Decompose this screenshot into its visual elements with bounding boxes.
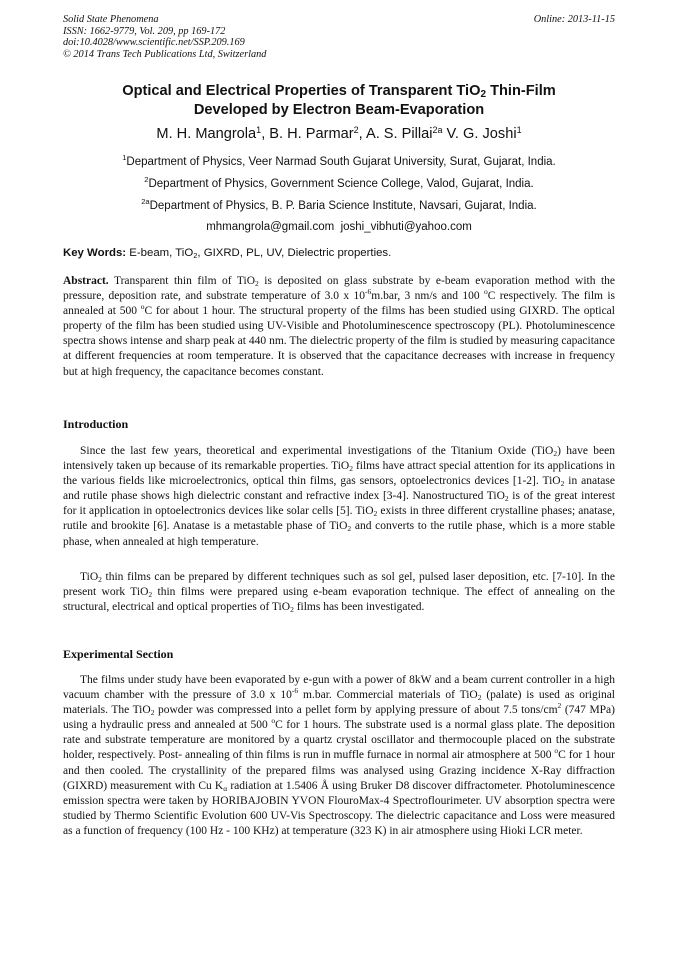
affiliation-2 [20, 175, 658, 190]
experimental-heading: Experimental Section [63, 647, 174, 661]
sub: 2 [477, 693, 482, 703]
intro-text: exists in three different crystalline phases; anatase, rutile and brookite [6]. Anatase is a metastable phase of TiO [63, 505, 616, 533]
intro-text: and converts to the rutile phase, which is a more stable phase, when annealed at high temperature. [63, 520, 615, 548]
sub: 2 [347, 524, 352, 534]
introduction-paragraph-1 [63, 444, 615, 550]
author: M. H. Mangrola [156, 126, 257, 142]
intro-text: thin films can be prepared by different techniques such as sol gel, pulsed laser deposition, etc. [7-10]. In the present work TiO [63, 571, 615, 599]
affil-text: Department of Physics, Veer Narmad South Gujarat University, Surat, Gujarat, India. [126, 156, 556, 168]
sup: 2 [557, 701, 562, 711]
sub: 2 [255, 279, 259, 288]
title-line-2: Developed by Electron Beam-Evaporation [193, 102, 485, 118]
title-part: Thin-Film [486, 83, 556, 99]
sub: 2 [560, 479, 565, 489]
abstract-text: Transparent thin film of TiO [108, 275, 256, 287]
affiliation-1 [20, 153, 658, 168]
sub: 2 [98, 575, 102, 584]
intro-text: TiO [80, 571, 99, 583]
keywords-label: Key Words: [63, 247, 127, 259]
sub: 2 [504, 494, 509, 504]
doi-line: doi:10.4028/www.scientific.net/SSP.209.169 [63, 37, 245, 49]
sup: o [140, 302, 145, 312]
abstract-text: C for about 1 hour. The structural property of the films has been studied using GIXRD. The optical property of the film has been studied using UV-Visible and Photoluminescence spectroscopy (PL). Photoluminescence spectra shows intense and sharp peak at 440 nm. The dielectric property of the film is studied by measuring capacitance at different frequencies at room temperature. It is observed that the capacitance decreases with increase in frequency but at high frequency, the capacitance becomes constant. [63, 305, 615, 378]
exp-text: powder was compressed into a pellet form by applying pressure of about 7.5 tons/cm [154, 704, 558, 717]
exp-text: m.bar. Commercial materials of TiO [298, 689, 478, 702]
issn-line: ISSN: 1662-9779, Vol. 209, pp 169-172 [63, 25, 226, 37]
sub: 2 [290, 605, 294, 615]
affil-sup: 1 [122, 153, 127, 162]
author-list [20, 126, 658, 142]
keywords-text: , GIXRD, PL, UV, Dielectric properties. [197, 247, 392, 259]
author-sup: 1 [516, 125, 522, 135]
author-sup: 2a [432, 125, 443, 135]
introduction-heading: Introduction [63, 417, 129, 431]
author: , B. H. Parmar [261, 126, 354, 142]
paper-title [40, 82, 638, 120]
sub: 2 [150, 708, 155, 718]
email-addresses: mhmangrola@gmail.com joshi_vibhuti@yahoo.com [206, 221, 472, 233]
intro-text: thin films were prepared using e-beam evaporation technique. The effect of annealing on the structural, electrical and optical properties of TiO [63, 586, 615, 614]
introduction-paragraph-2 [63, 570, 615, 615]
intro-text: films have attract special attention for its applications in the various fields like microelectronics, optical thin films, gas sensors, optoelectronics devices [1-2]. TiO [63, 460, 615, 488]
sup: -6 [365, 287, 372, 297]
abstract-text: m.bar, 3 nm/s and 100 [371, 290, 484, 303]
copyright-line: © 2014 Trans Tech Publications Ltd, Switzerland [63, 48, 267, 60]
exp-text: C for 1 hour and then cooled. The crystallinity of the prepared films was analysed using Grazing incidence X-Ray diffraction (GIXRD) measurement with Cu K [63, 749, 615, 792]
abstract-label: Abstract. [63, 275, 109, 287]
sub: 2 [373, 509, 378, 519]
sub: 2 [349, 464, 353, 474]
sup: o [554, 746, 559, 756]
intro-text: is of the great interest for it application in optoelectronics devices like solar cells [5]. TiO [63, 490, 615, 518]
exp-text: (747 MPa) using a hydraulic press and annealed at 500 [63, 704, 615, 732]
author-sup: 1 [256, 125, 262, 135]
intro-text: in anatase and rutile phase shows high dielectric constant and refractive index [3-4]. Nanostructured TiO [63, 475, 615, 503]
journal-name: Solid State Phenomena [63, 14, 159, 25]
abstract-text: is deposited on glass substrate by e-beam evaporation method with the pressure, deposition rate, and substrate temperature of 3.0 x 10 [63, 275, 616, 303]
exp-text: The films under study have been evaporated by e-gun with a power of 8kW and a beam current controller in a high vacuum chamber with the pressure of 3.0 x 10 [63, 674, 615, 702]
journal-header [63, 14, 615, 60]
keywords [63, 247, 615, 259]
affil-text: Department of Physics, Government Science College, Valod, Gujarat, India. [148, 178, 534, 190]
title-subscript: 2 [480, 89, 487, 100]
keywords-sub: 2 [193, 251, 198, 260]
abstract-text: C respectively. The film is annealed at 500 [63, 290, 615, 318]
intro-text: Since the last few years, theoretical and experimental investigations of the Titanium Oxide (TiO [80, 445, 554, 457]
sub: α [223, 783, 228, 793]
author: V. G. Joshi [442, 126, 517, 142]
sub: 2 [553, 449, 558, 458]
sup: o [271, 716, 276, 726]
affil-sup: 2 [144, 175, 149, 184]
experimental-paragraph [63, 673, 615, 839]
affil-text: Department of Physics, B. P. Baria Science Institute, Navsari, Gujarat, India. [149, 200, 537, 212]
title-part: Optical and Electrical Properties of Transparent TiO [122, 83, 481, 99]
abstract [63, 274, 615, 380]
intro-text: ) have been intensively taken up because of its remarkable properties. TiO [63, 445, 616, 473]
sub: 2 [148, 590, 153, 600]
affil-sup: 2a [141, 197, 150, 206]
exp-text: (palate) is used as original materials. The TiO [63, 689, 615, 717]
sup: o [483, 287, 488, 297]
exp-text: C for 1 hours. The substrate used is a normal glass plate. The deposition rate and substrate temperature are monitored by a quartz crystal oscillator and thermocouple placed on the substrate holder, respectively. Post- annealing of thin films is run in muffle furnace in normal air atmosphere at 500 [63, 719, 615, 762]
keywords-text: E-beam, TiO [126, 247, 194, 259]
author-sup: 2 [353, 125, 359, 135]
intro-text: films has been investigated. [293, 601, 425, 614]
online-date: Online: 2013-11-15 [533, 14, 615, 25]
affiliation-3 [20, 197, 658, 212]
sup: -6 [291, 686, 299, 696]
exp-text: radiation at 1.5406 Å using Bruker D8 discover diffractometer. Photoluminescence emission spectra were taken by HORIBAJOBIN YVON FlouroMax-4 Spectroflourimeter. UV absorption spectra were studied by Thermo Scientific Evolution 600 UV-Vis Spectroscopy. The dielectric capacitance and Loss were measured as a function of frequency (100 Hz - 100 KHz) at temperature (323 K) in air atmosphere using Hioki LCR meter. [63, 779, 615, 837]
author: , A. S. Pillai [358, 126, 433, 142]
